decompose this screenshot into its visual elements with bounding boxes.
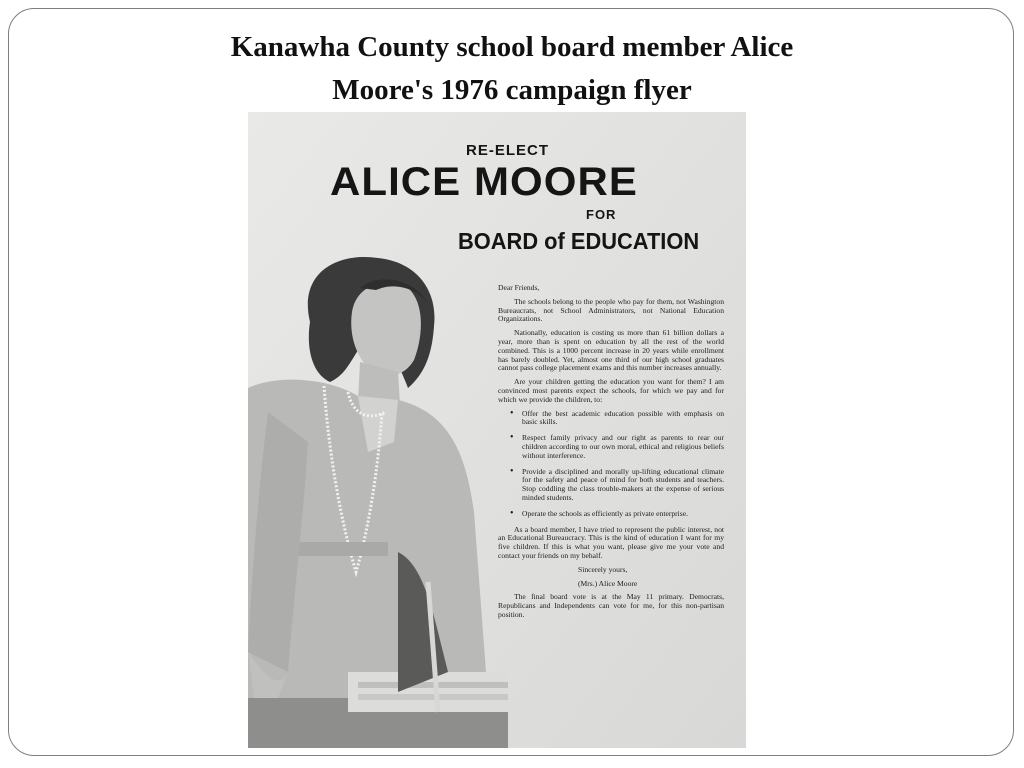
letter-bullet: • Respect family privacy and our right as parents to rear our children according to our own moral, ethical and religious beliefs without interference. [522,434,724,460]
campaign-flyer-image [248,112,746,748]
slide-title [120,26,904,112]
slide-title-line-2: Moore's 1976 campaign flyer [332,74,692,106]
letter-bullet: • Provide a disciplined and morally up-lifting educational climate for the safety and peace of mind for both students and teachers. Stop coddling the class trouble-makers at the expense of serious minded students. [522,468,724,503]
letter-signature: (Mrs.) Alice Moore [578,578,638,588]
flyer-re-elect: RE-ELECT [466,142,549,159]
letter-footnote: The final board vote is at the May 11 primary. Democrats, Republicans and Independents can vote for me, for this non-partisan position. [498,592,724,619]
letter-closing: As a board member, I have tried to represent the public interest, not an Educational Bureaucracy. This is the kind of education I want for my five children. If this is what you want, please give me your vote and contact your friends on my behalf. [498,524,724,560]
campaign-letter [498,284,724,625]
letter-bullet: • Operate the schools as efficiently as private enterprise. [522,510,724,519]
letter-bullet-list [498,410,724,519]
letter-valediction: Sincerely yours, [578,564,628,574]
flyer-candidate-name: ALICE MOORE [330,160,638,204]
flyer-office: BOARD of EDUCATION [458,228,700,254]
letter-paragraph: Nationally, education is costing us more than 61 billion dollars a year, more than is spent on education by all the rest of the world combined. This is a 1000 percent increase in 20 years while enrollment has barely doubled. Yet, almost one third of our high school graduates cannot pass college placement exams and this number increases annually. [498,328,724,373]
letter-bullet: • Offer the best academic education possible with emphasis on basic skills. [522,410,724,428]
letter-paragraph: The schools belong to the people who pay for them, not Washington Bureaucrats, not School Administrators, not National Education Organizations. [498,296,724,324]
letter-paragraph: Are your children getting the education you want for them? I am convinced most parents expect the schools, for which we pay and for which we provide the children, to: [498,377,724,404]
slide-title-line-1: Kanawha County school board member Alice [230,31,794,63]
letter-greeting: Dear Friends, [498,283,540,292]
flyer-for: FOR [586,207,617,222]
